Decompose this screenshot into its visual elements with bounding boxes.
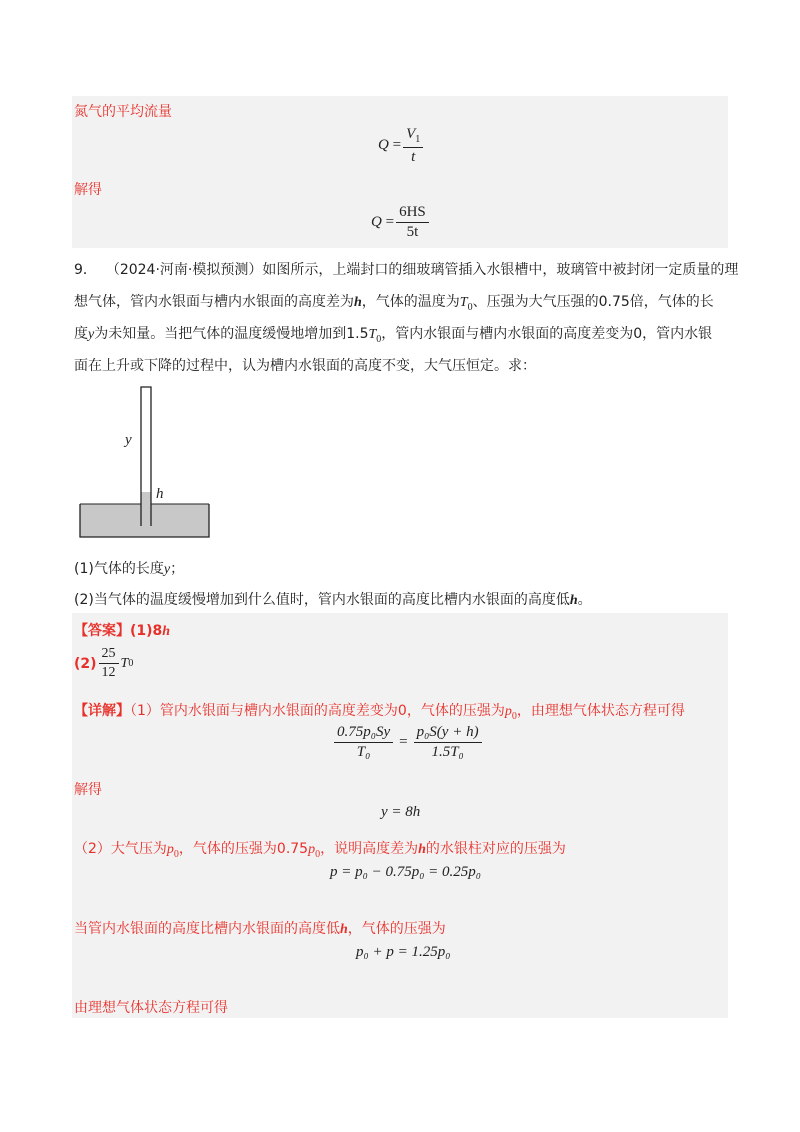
detail-para-2: （2）大气压为$p_0$，气体的压强为$0.75p_0$，说明高度差为h的水银柱对应的压强为 [74, 841, 566, 860]
solve-label-1: 解得 [74, 182, 102, 198]
label-y: y [125, 432, 132, 448]
equation-ideal-gas-1: $\frac{\text{0.75p₀Sy}}{\text{T₀}}$ = $\frac{\text{p₀S(y + h)}}{\text{1.5T₀}}$ [332, 724, 484, 762]
label-h: h [156, 486, 164, 502]
problem-line-2: 想气体，管内水银面与槽内水银面的高度差为h，气体的温度为$T_0$、压强为大气压强的0.75倍，气体的长 [74, 294, 714, 313]
question-1: (1)气体的长度y； [74, 561, 185, 577]
problem-line-1: 9． （2024·河南·模拟预测）如图所示，上端封口的细玻璃管插入水银槽中，玻璃管中被封闭一定质量的理 [74, 262, 739, 278]
problem-line-3: 度y为未知量。当把气体的温度缓慢地增加到$1.5T_0$，管内水银面与槽内水银面的高度差变为0，管内水银 [74, 326, 713, 345]
solve-label-2: 解得 [74, 782, 102, 798]
detail-para-3: 当管内水银面的高度比槽内水银面的高度低h，气体的压强为 [74, 921, 446, 937]
equation-p-025p0: p = p₀ − 0.75p₀ = 0.25p₀ [330, 864, 482, 880]
question-2: (2)当气体的温度缓慢增加到什么值时，管内水银面的高度比槽内水银面的高度低h。 [74, 592, 592, 608]
problem-line-4: 面在上升或下降的过程中，认为槽内水银面的高度不变，大气压恒定。求： [74, 358, 536, 374]
flow-label: 氮气的平均流量 [74, 104, 172, 120]
answer-1: 【答案】(1)8h [74, 623, 171, 639]
mercury-in-tube [141, 492, 151, 526]
detail-para-1: 【详解】（1）管内水银面与槽内水银面的高度差变为0，气体的压强为$p_0$，由理想气体状态方程可得 [74, 703, 685, 722]
equation-p0-plus-p: p₀ + p = 1.25p₀ [356, 944, 451, 960]
tube-mercury-diagram [70, 380, 220, 542]
detail-para-4: 由理想气体状态方程可得 [74, 1000, 228, 1016]
answer-2: (2) $\frac{25}{12}$ T 0 [74, 646, 134, 681]
equation-q-v1-t: Q = $\frac{V_1}{t}$ [378, 126, 425, 166]
equation-q-6hs-5t: Q = $\frac{6HS}{5t}$ [371, 204, 431, 242]
equation-y-8h: y = 8h [381, 804, 421, 820]
